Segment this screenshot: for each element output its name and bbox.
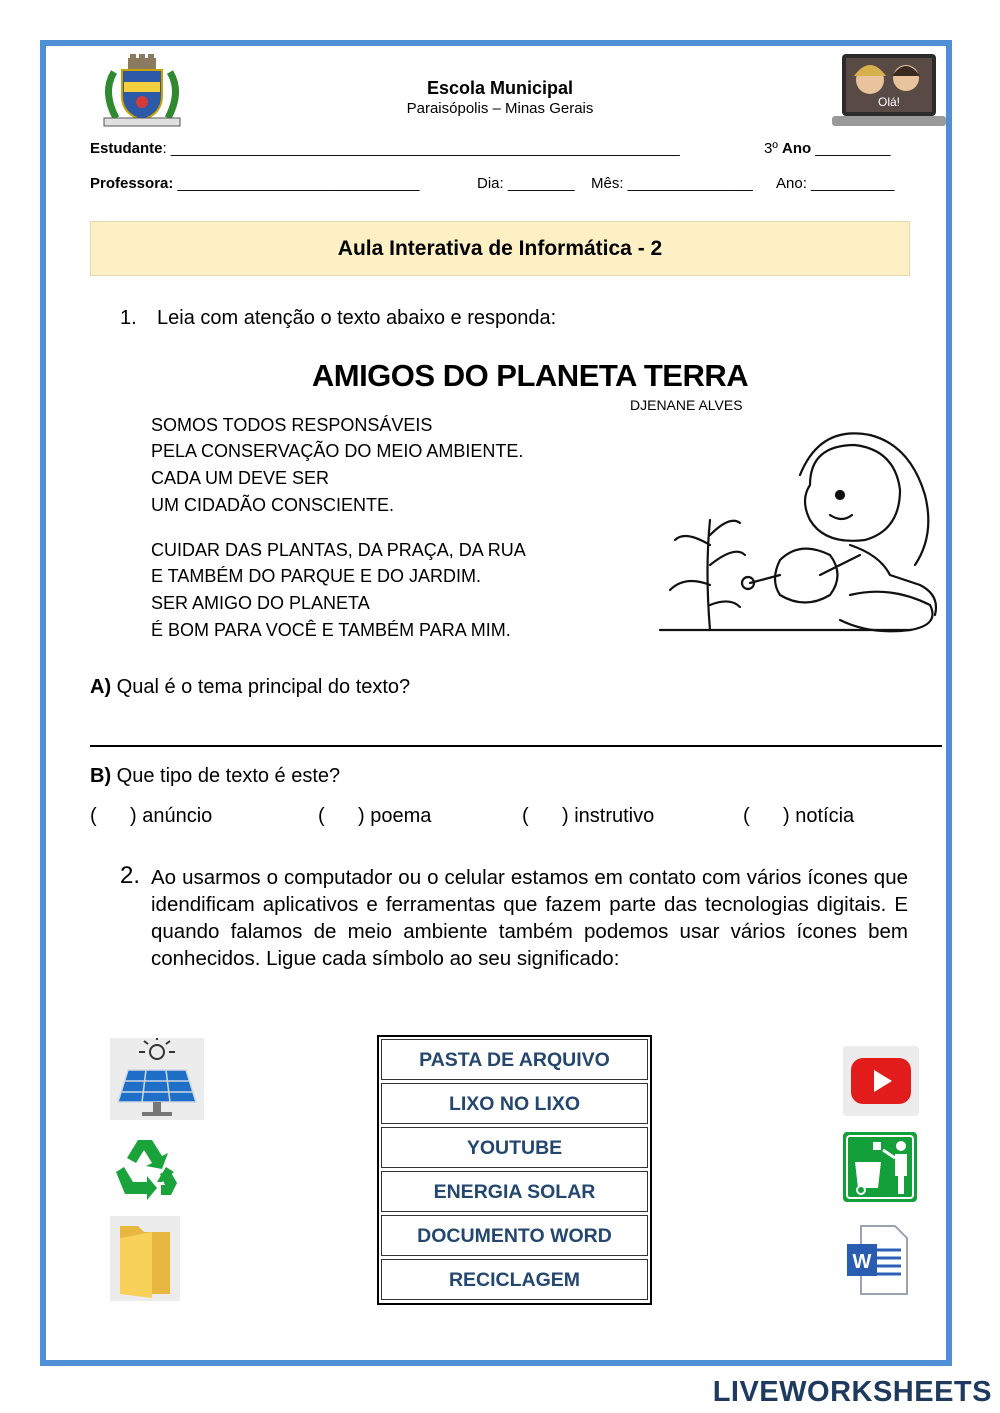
qa-row [90,676,410,699]
qb-row [90,765,340,788]
grade-number: 3º [764,140,778,157]
term-cell[interactable]: ENERGIA SOLAR [381,1171,648,1212]
year-field[interactable]: Ano: __________ [776,175,895,192]
qa-label: A) [90,676,112,698]
recycle-icon[interactable] [110,1136,180,1202]
poem-author: DJENANE ALVES [630,397,743,413]
qa-answer-line[interactable] [90,745,942,747]
trash-bin-icon[interactable] [843,1132,917,1202]
q2-number: 2. [120,862,141,889]
option-poema[interactable]: ( ) poema [318,805,432,827]
youtube-icon[interactable] [843,1046,919,1116]
qb-label: B) [90,765,112,787]
grade-label: Ano [782,140,812,157]
lesson-title-banner: Aula Interativa de Informática - 2 [90,221,910,276]
poem-line: SOMOS TODOS RESPONSÁVEIS [151,415,433,435]
laptop-avatar-icon [830,52,948,132]
word-document-icon[interactable] [845,1224,909,1296]
poem-title: AMIGOS DO PLANETA TERRA [311,358,749,393]
poem-line: UM CIDADÃO CONSCIENTE. [151,495,395,515]
day-field[interactable]: Dia: ________ [477,175,575,192]
student-label: Estudante [90,140,163,157]
solar-panel-icon[interactable] [110,1038,204,1120]
q1-prompt: Leia com atenção o texto abaixo e responda: [157,307,557,329]
qb-text: Que tipo de texto é este? [116,765,341,787]
school-city: Paraisópolis – Minas Gerais [406,100,594,117]
terms-table [377,1035,652,1305]
term-cell[interactable]: LIXO NO LIXO [381,1083,648,1124]
school-name: Escola Municipal [426,78,574,98]
term-cell[interactable]: PASTA DE ARQUIVO [381,1039,648,1080]
svg-text:W: W [852,1251,872,1273]
liveworksheets-brand: LIVEWORKSHEETS [712,1376,992,1408]
grade-field[interactable]: _________ [815,140,891,157]
poem-line: E TAMBÉM DO PARQUE E DO JARDIM. [151,566,482,586]
teacher-label: Professora: [90,175,174,192]
poem-line: É BOM PARA VOCÊ E TAMBÉM PARA MIM. [151,620,511,640]
qa-text: Qual é o tema principal do texto? [116,676,411,698]
poem-line: PELA CONSERVAÇÃO DO MEIO AMBIENTE. [151,441,524,461]
option-anuncio[interactable]: ( ) anúncio [90,805,213,827]
option-instrutivo[interactable]: ( ) instrutivo [522,805,655,827]
month-field[interactable]: Mês: _______________ [591,175,753,192]
q2-text: Ao usarmos o computador ou o celular estamos em contato com vários ícones que idendificam aplicativos e ferramentas que fazem parte das tecnologias digitais. E quando falamos de meio ambiente também podemos usar vários ícones bem conhecidos. Ligue cada símbolo ao seu significado: [151,866,908,970]
student-row [90,140,680,157]
liveworksheets-logo [713,1376,992,1409]
poem-line: SER AMIGO DO PLANETA [151,593,370,613]
term-cell[interactable]: RECICLAGEM [381,1259,648,1300]
grade-row [764,140,890,157]
term-cell[interactable]: YOUTUBE [381,1127,648,1168]
teacher-field[interactable]: _____________________________ [177,175,420,192]
school-crest-icon [94,52,190,130]
option-noticia[interactable]: ( ) notícia [743,805,855,827]
folder-icon[interactable] [110,1216,180,1301]
term-cell[interactable]: DOCUMENTO WORD [381,1215,648,1256]
student-field[interactable]: : _____________________________________________________________ [162,140,680,157]
poem-line: CADA UM DEVE SER [151,468,330,488]
poem-line: CUIDAR DAS PLANTAS, DA PRAÇA, DA RUA [151,540,526,560]
avatar-caption: Olá! [878,95,901,109]
girl-watering-plant-illustration [650,415,950,640]
teacher-row [90,175,419,192]
q1-number: 1. [120,307,137,329]
